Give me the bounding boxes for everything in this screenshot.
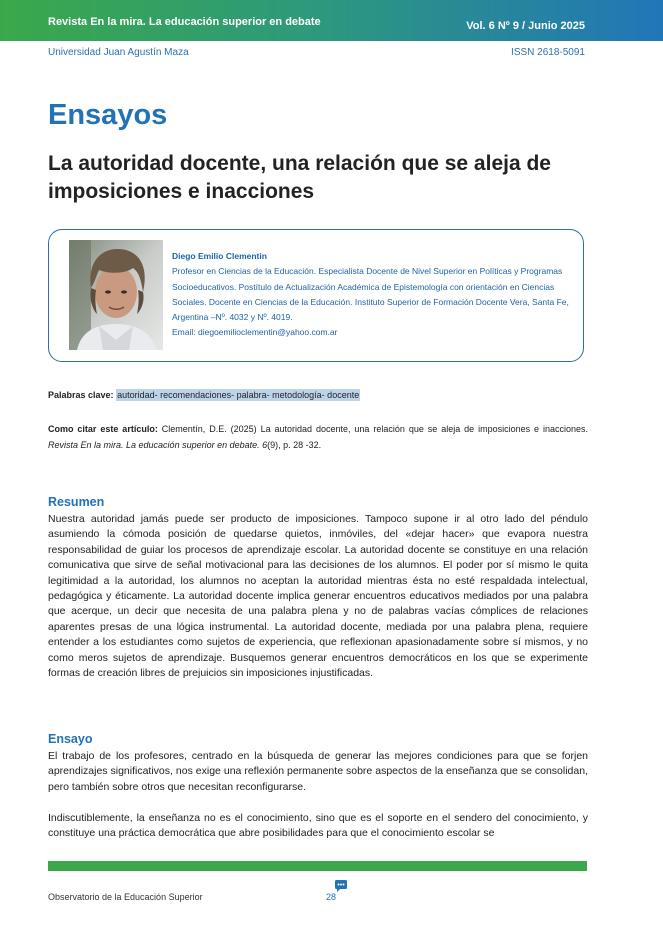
author-photo: [69, 240, 163, 350]
essay-paragraph-2: Indiscutiblemente, la enseñanza no es el conocimiento, sino que es el soporte en el sendero del conocimiento, y constituye una práctica democrática que abre posibilidades para que el conocimiento escolar se: [48, 812, 588, 840]
author-bio: Profesor en Ciencias de la Educación. Especialista Docente de Nivel Superior en Políticas y Programas Socioeducativos. Postítulo de Actualización Académica de Epistemología con orientación en Ciencias Sociales. Docente en Ciencias de la Educación. Instituto Superior de Formación Docente Vera, Santa Fe, Argentina –Nº. 4032 y Nº. 4019.: [172, 266, 569, 323]
article-title: La autoridad docente, una relación que se aleja de imposiciones e inacciones: [48, 152, 551, 203]
abstract-heading: Resumen: [48, 495, 105, 509]
citation-issue: 6: [262, 440, 268, 450]
page-number: 28: [326, 892, 337, 902]
journal-header-bar: [0, 0, 663, 41]
citation: [48, 421, 588, 453]
author-portrait-image: [69, 240, 163, 350]
volume-info: Vol. 6 Nº 9 / Junio 2025: [466, 20, 585, 32]
keywords-label: Palabras clave:: [48, 390, 114, 400]
author-box: [48, 229, 584, 362]
section-title: Ensayos: [48, 99, 168, 131]
keywords-value: autoridad- recomendaciones- palabra- metodología- docente: [117, 390, 360, 400]
issn: ISSN 2618-5091: [511, 47, 585, 58]
author-info: [172, 249, 572, 341]
citation-text-c: (9), p. 28 -32.: [267, 440, 322, 450]
citation-text-a: Clementín, D.E. (2025) La autoridad docente, una relación que se aleja de imposiciones e inacciones.: [157, 424, 588, 434]
essay-heading: Ensayo: [48, 732, 93, 746]
journal-title: Revista En la mira. La educación superior en debate: [48, 16, 321, 28]
author-email[interactable]: Email: diegoemilioclementin@yahoo.com.ar: [172, 327, 338, 338]
university-name: Universidad Juan Agustín Maza: [48, 47, 189, 58]
footer-divider: [48, 861, 587, 871]
footer-observatory: Observatorio de la Educación Superior: [48, 892, 203, 902]
author-name: Diego Emilio Clementin: [172, 251, 267, 261]
citation-journal: Revista En la mira. La educación superior en debate.: [48, 440, 260, 450]
chat-icon[interactable]: [334, 879, 348, 898]
abstract-text: Nuestra autoridad jamás puede ser producto de imposiciones. Tampoco supone ir al otro lado del péndulo asumiendo la cómoda posición de quedarse quietos, inmóviles, del «dejar hacer» que evapora nuestra responsabilidad de guiar los procesos de aprendizaje escolar. La autoridad docente se constituye en una relación comunicativa que sirve de señal motivacional para las decisiones de los alumnos. El poder por sí mismo le quita legitimidad a la autoridad, los alumnos no aceptan la autoridad mientras ésta no esté respaldada intelectual, pedagógica y éticamente. La autoridad docente implica generar encuentros educativos mediados por una palabra que acerque, un decir que necesita de una palabra plena y no de palabras vacías cómplices de relaciones aparentes presas de una lógica instrumental. La autoridad docente, mediada por una palabra plena, requiere entender a los estudiantes como sujetos de experiencia, que reflexionan apasionadamente sobre sí mismos, y no como meros sujetos de aprendizaje. Busquemos generar encuentros democráticos en los que se experimente formas de creación libres de prejuicios sin imposiciones injustificadas.: [48, 513, 588, 680]
citation-label: Como citar este artículo:: [48, 424, 158, 434]
essay-paragraph-1: El trabajo de los profesores, centrado en la búsqueda de generar las mejores condiciones para que se forjen aprendizajes significativos, nos exige una reflexión permanente sobre aspectos de la enseñanza que se consolidan, pero también sobre otros que necesitan reconfigurarse.: [48, 750, 588, 793]
keywords: [48, 390, 360, 400]
